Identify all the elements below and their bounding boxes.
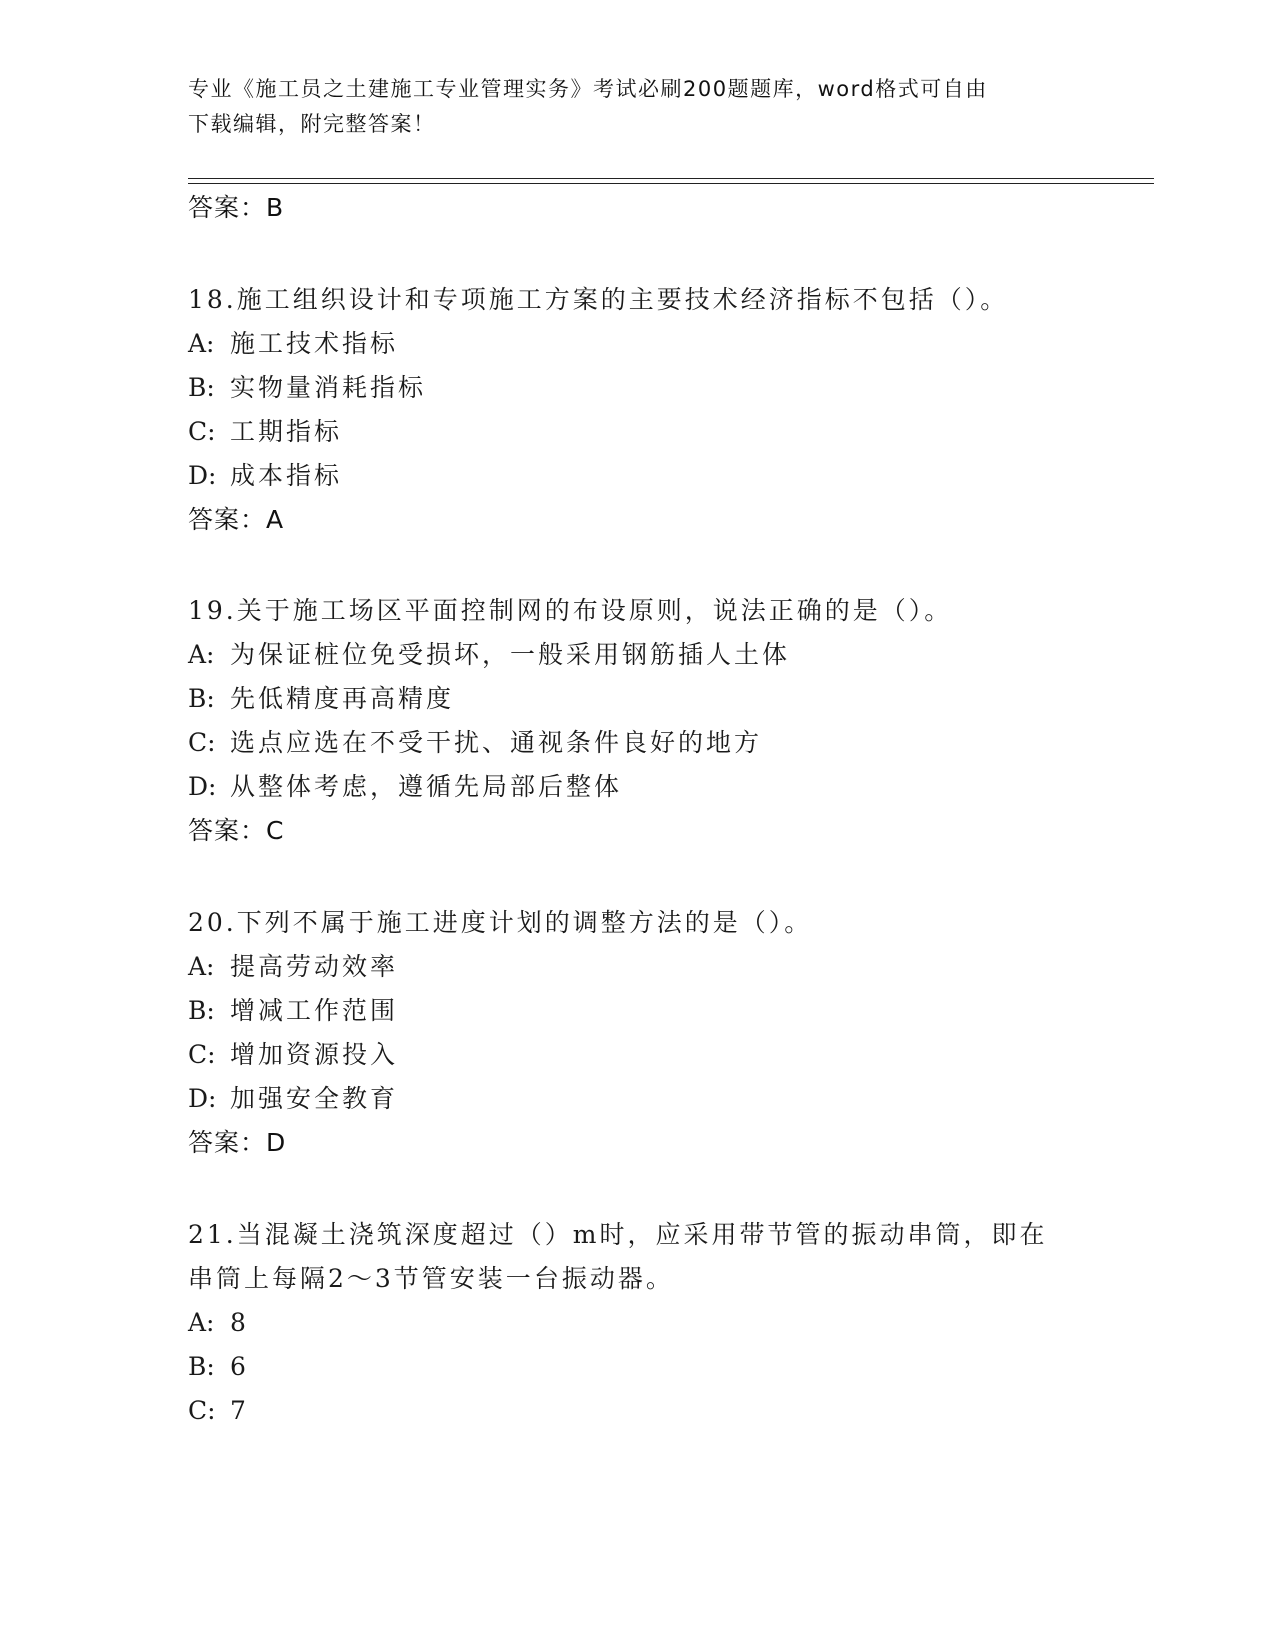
question-20-option-c xyxy=(188,1040,398,1070)
header-divider-top xyxy=(188,178,1154,179)
option-text: 实物量消耗指标 xyxy=(230,373,427,402)
question-20-option-b xyxy=(188,996,398,1026)
question-19-stem: 19.关于施工场区平面控制网的布设原则，说法正确的是（）。 xyxy=(188,596,953,625)
option-letter: A: xyxy=(188,640,215,669)
option-text: 7 xyxy=(230,1396,249,1425)
option-text: 8 xyxy=(230,1308,249,1337)
option-letter: B: xyxy=(188,996,215,1025)
option-letter: B: xyxy=(188,373,215,402)
option-text: 先低精度再高精度 xyxy=(230,684,455,713)
question-21-stem-line-2: 串筒上每隔2～3节管安装一台振动器。 xyxy=(188,1264,674,1293)
header-title-line-1: 专业《施工员之土建施工专业管理实务》考试必刷200题题库，word格式可自由 xyxy=(188,77,988,101)
question-20-option-d xyxy=(188,1084,398,1114)
question-19-option-a xyxy=(188,640,790,670)
document-header xyxy=(188,72,1068,142)
question-21-option-b xyxy=(188,1352,249,1382)
question-18-option-a xyxy=(188,329,398,359)
option-letter: C: xyxy=(188,1396,216,1425)
question-18-option-c xyxy=(188,417,342,447)
option-letter: C: xyxy=(188,1040,216,1069)
option-text: 成本指标 xyxy=(230,461,343,490)
question-18-answer: 答案：A xyxy=(188,505,285,534)
option-text: 为保证桩位免受损坏，一般采用钢筋插人土体 xyxy=(230,640,791,669)
question-19-option-d xyxy=(188,772,622,802)
option-letter: A: xyxy=(188,329,215,358)
option-letter: A: xyxy=(188,1308,215,1337)
question-19-option-c xyxy=(188,728,762,758)
option-text: 施工技术指标 xyxy=(230,329,399,358)
question-19-option-b xyxy=(188,684,454,714)
question-21-option-c xyxy=(188,1396,249,1426)
question-20-answer: 答案：D xyxy=(188,1128,287,1157)
question-18-option-b xyxy=(188,373,426,403)
question-20-option-a xyxy=(188,952,398,982)
option-letter: C: xyxy=(188,728,216,757)
question-20-stem: 20.下列不属于施工进度计划的调整方法的是（）。 xyxy=(188,908,813,937)
question-21-stem-line-1: 21.当混凝土浇筑深度超过（）m时，应采用带节管的振动串筒，即在 xyxy=(188,1220,1048,1249)
option-letter: B: xyxy=(188,684,215,713)
previous-answer: 答案：B xyxy=(188,193,285,222)
question-18-option-d xyxy=(188,461,342,491)
option-letter: D: xyxy=(188,1084,217,1113)
option-letter: D: xyxy=(188,461,217,490)
header-title-line-2: 下载编辑，附完整答案！ xyxy=(188,112,436,136)
question-18-stem: 18.施工组织设计和专项施工方案的主要技术经济指标不包括（）。 xyxy=(188,285,1009,314)
option-text: 选点应选在不受干扰、通视条件良好的地方 xyxy=(230,728,763,757)
option-text: 加强安全教育 xyxy=(230,1084,399,1113)
question-19-answer: 答案：C xyxy=(188,816,285,845)
question-21-option-a xyxy=(188,1308,249,1338)
option-letter: B: xyxy=(188,1352,215,1381)
option-text: 从整体考虑，遵循先局部后整体 xyxy=(230,772,623,801)
option-text: 6 xyxy=(230,1352,249,1381)
option-text: 增加资源投入 xyxy=(230,1040,399,1069)
option-letter: A: xyxy=(188,952,215,981)
option-text: 增减工作范围 xyxy=(230,996,399,1025)
option-letter: D: xyxy=(188,772,217,801)
option-text: 工期指标 xyxy=(230,417,343,446)
option-text: 提高劳动效率 xyxy=(230,952,399,981)
header-divider-bottom xyxy=(188,183,1154,184)
option-letter: C: xyxy=(188,417,216,446)
